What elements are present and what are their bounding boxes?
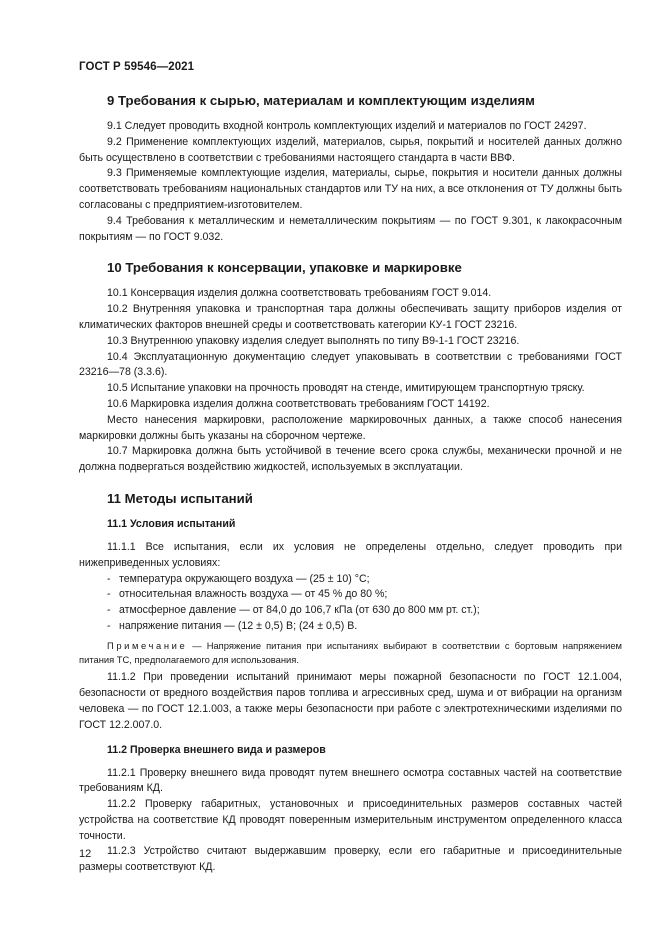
note-label: Примечание [107,639,188,651]
paragraph-11-1-1: 11.1.1 Все испытания, если их условия не определены отдельно, следует проводить при нижеприведенных условиях: [79,540,622,569]
page-number: 12 [79,848,92,860]
paragraph-9-3: 9.3 Применяемые комплектующие изделия, материалы, сырье, покрытия и носители данных должны соответствовать требованиям национальных стандартов или ТУ на них, а все отклонения от ТУ должны быть согласованы с предприятием-изготовителем. [79,167,622,211]
paragraph-9-2: 9.2 Применение комплектующих изделий, материалов, сырья, покрытий и носителей данных должно быть осуществлено в соответствии с требованиями настоящего стандарта в части ВВФ. [79,135,622,164]
list-item: - относительная влажность воздуха — от 45 % до 80 %; [107,588,388,601]
section-11-heading: 11 Методы испытаний [107,490,253,506]
page-body [79,92,622,876]
paragraph-10-6: 10.6 Маркировка изделия должна соответствовать требованиям ГОСТ 14192. [107,397,490,410]
paragraph-10-3: 10.3 Внутреннюю упаковку изделия следует выполнять по типу В9-1-1 ГОСТ 23216. [107,334,520,347]
list-item-text: напряжение питания — (12 ± 0,5) В; (24 ± 0,5) В. [119,619,358,632]
note [79,639,622,667]
list-item: - атмосферное давление — от 84,0 до 106,7 кПа (от 630 до 800 мм рт. ст.); [107,604,480,617]
list-item: - температура окружающего воздуха — (25 ± 10) °С; [107,572,370,585]
paragraph-10-5: 10.5 Испытание упаковки на прочность проводят на стенде, имитирующем транспортную тряску. [107,382,585,395]
paragraph-9-4: 9.4 Требования к металлическим и неметаллическим покрытиям — по ГОСТ 9.301, к лакокрасочным покрытиям — по ГОСТ 9.032. [79,214,622,243]
list-item-text: относительная влажность воздуха — от 45 % до 80 %; [119,588,388,601]
section-9-heading: 9 Требования к сырью, материалам и комплектующим изделиям [107,93,535,108]
paragraph-11-2-3: 11.2.3 Устройство считают выдержавшим проверку, если его габаритные и присоединительные размеры соответствуют КД. [79,845,622,874]
note-text: — Напряжение питания при испытаниях выбирают в соответствии с бортовым напряжением питания ТС, предполагаемого для использования. [79,639,622,665]
list-item: - напряжение питания — (12 ± 0,5) В; (24 ± 0,5) В. [107,619,358,632]
paragraph-10-7: 10.7 Маркировка должна быть устойчивой в течение всего срока службы, механически прочной и не должна подвергаться воздействию жидкостей, используемых в эксплуатации. [79,445,622,474]
paragraph-10-1: 10.1 Консервация изделия должна соответствовать требованиям ГОСТ 9.014. [107,287,492,300]
paragraph-9-1: 9.1 Следует проводить входной контроль комплектующих изделий и материалов по ГОСТ 24297. [107,120,587,132]
paragraph-11-2-1: 11.2.1 Проверку внешнего вида проводят путем внешнего осмотра составных частей на соответствие требованиям КД. [79,766,622,795]
paragraph-11-1-2: 11.1.2 При проведении испытаний принимают меры пожарной безопасности по ГОСТ 12.1.004, безопасности от вредного воздействия паров топлива и агрессивных сред, шума и от вибрации на организм человека — по ГОСТ 12.1.003, а также меры безопасности при работе с электротехническими изделиями по ГОСТ 12.2.007.0. [79,671,622,731]
list-item-text: атмосферное давление — от 84,0 до 106,7 кПа (от 630 до 800 мм рт. ст.); [119,604,480,617]
paragraph-11-2-2: 11.2.2 Проверку габаритных, установочных и присоединительных размеров составных частей устройства на соответствие КД проводят поверенным измерительным инструментом определенного класса точности. [79,798,622,842]
document-header: ГОСТ Р 59546—2021 [79,61,195,73]
subsection-11-1-heading: 11.1 Условия испытаний [107,517,236,530]
paragraph-10-4: 10.4 Эксплуатационную документацию следует упаковывать в соответствии с требованиями ГОСТ 23216—78 (3.3.6). [79,350,622,379]
paragraph-10-2: 10.2 Внутренняя упаковка и транспортная тара должны обеспечивать защиту приборов изделия от климатических факторов внешней среды и соответствовать категории КУ-1 ГОСТ 23216. [79,303,622,331]
section-10-heading: 10 Требования к консервации, упаковке и маркировке [107,260,462,276]
subsection-11-2-heading: 11.2 Проверка внешнего вида и размеров [107,743,326,756]
paragraph-10-6-marking: Место нанесения маркировки, расположение маркировочных данных, а также способ нанесения маркировки должны быть указаны на сборочном чертеже. [79,413,622,442]
list-item-text: температура окружающего воздуха — (25 ± 10) °С; [119,572,370,585]
